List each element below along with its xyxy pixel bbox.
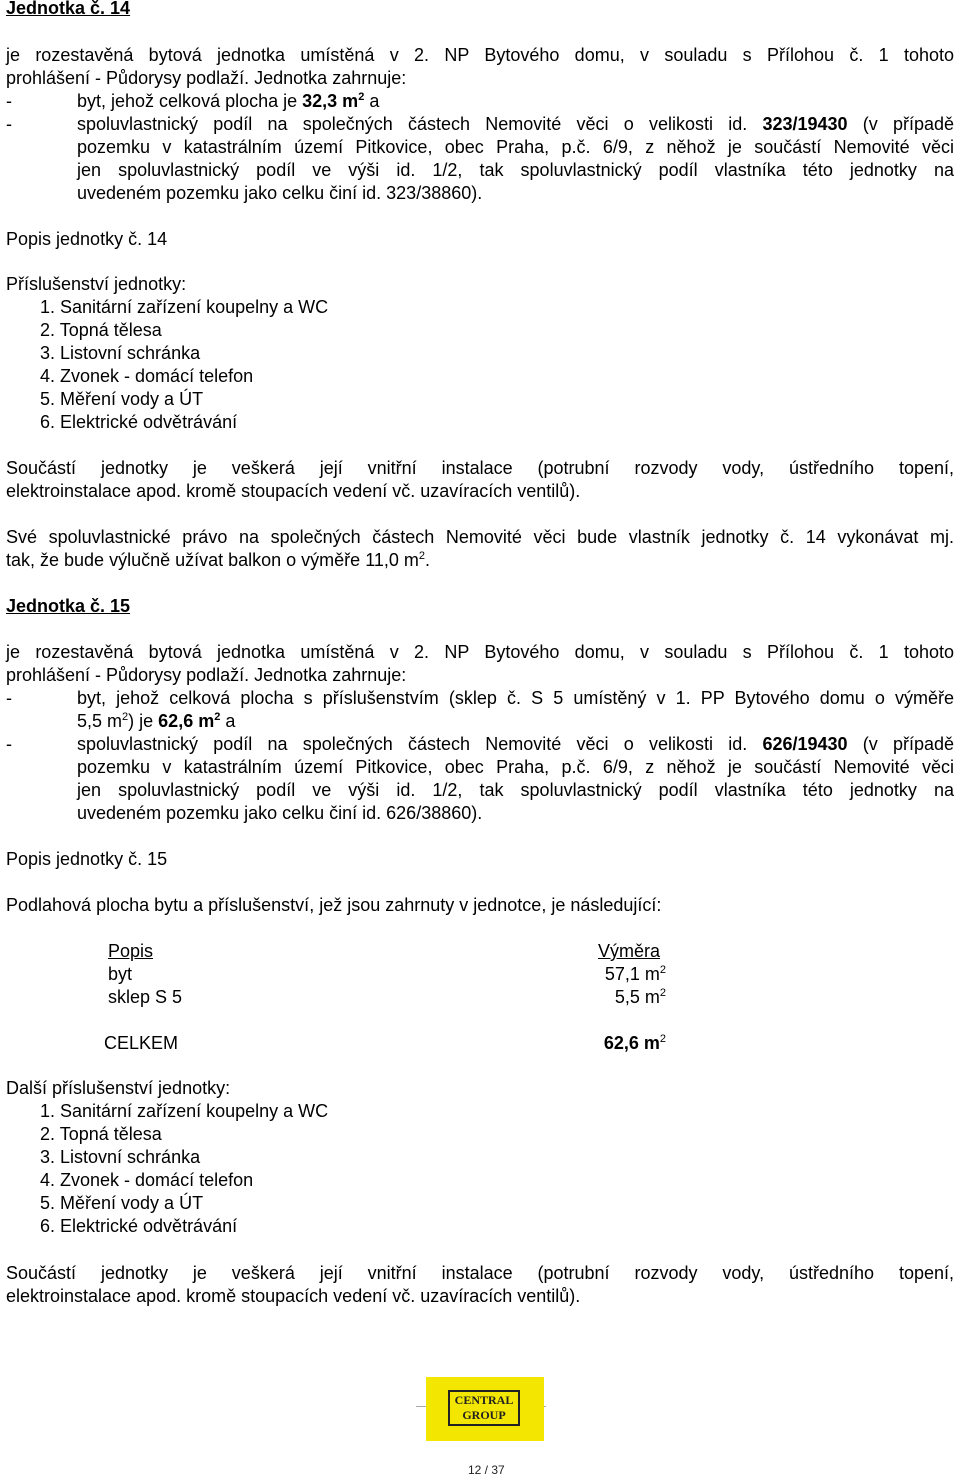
area-table-total-label: CELKEM (104, 1033, 179, 1053)
unit15-accessory-item: 6. Elektrické odvětrávání (40, 1216, 238, 1236)
unit14-item2-line2: pozemku v katastrálním území Pitkovice, obec Praha, p.č. 6/9, z něhož je součástí Nemovité věci (77, 137, 954, 157)
unit15-item2-line1: spoluvlastnický podíl na společných částech Nemovité věci o velikosti id. 626/19430 (v případě (77, 734, 955, 754)
unit15-accessory-item: 1. Sanitární zařízení koupelny a WC (40, 1101, 329, 1121)
unit15-accessory-item: 5. Měření vody a ÚT (40, 1193, 204, 1213)
unit14-accessory-item: 1. Sanitární zařízení koupelny a WC (40, 297, 329, 317)
unit15-item2-line3: jen spoluvlastnický podíl ve výši id. 1/2, tak spoluvlastnický podíl vlastníka této jednotky na (77, 780, 954, 800)
unit14-intro-line1: je rozestavěná bytová jednotka umístěná v 2. NP Bytového domu, v souladu s Přílohou č. 1 tohoto (6, 45, 954, 65)
unit14-accessory-item: 2. Topná tělesa (40, 320, 162, 340)
list-dash: - (6, 734, 12, 754)
unit14-item2-line4: uvedeném pozemku jako celku činí id. 323/38860). (77, 183, 483, 203)
unit15-accessory-item: 4. Zvonek - domácí telefon (40, 1170, 254, 1190)
unit14-item2-line1: spoluvlastnický podíl na společných částech Nemovité věci o velikosti id. 323/19430 (v případě (77, 114, 955, 134)
unit15-item1-line1: byt, jehož celková plocha s příslušenstvím (sklep č. S 5 umístěný v 1. PP Bytového domu o výměře (77, 688, 954, 708)
unit14-accessories-title: Příslušenství jednotky: (6, 274, 187, 294)
unit15-intro-line2: prohlášení - Půdorysy podlaží. Jednotka zahrnuje: (6, 665, 407, 685)
unit15-item2-line2: pozemku v katastrálním území Pitkovice, obec Praha, p.č. 6/9, z něhož je součástí Nemovité věci (77, 757, 954, 777)
unit14-heading: Jednotka č. 14 (6, 0, 131, 18)
area-table-header-vymera: Výměra (598, 941, 661, 961)
logo-box (448, 1390, 520, 1426)
unit15-item2-line4: uvedeném pozemku jako celku činí id. 626/38860). (77, 803, 483, 823)
unit14-item1: byt, jehož celková plocha je 32,3 $m^2$ a (77, 91, 380, 111)
unit15-intro-line1: je rozestavěná bytová jednotka umístěná v 2. NP Bytového domu, v souladu s Přílohou č. 1 tohoto (6, 642, 954, 662)
unit15-item1-line2: 5,5 $m^2$) je 62,6 $m^2$ a (77, 711, 236, 731)
unit15-part-line1: Součástí jednotky je veškerá její vnitřní instalace (potrubní rozvody vody, ústředního topení, (6, 1263, 954, 1283)
unit15-heading: Jednotka č. 15 (6, 596, 131, 616)
unit14-intro-line2: prohlášení - Půdorysy podlaží. Jednotka zahrnuje: (6, 68, 407, 88)
unit15-accessory-item: 3. Listovní schránka (40, 1147, 201, 1167)
list-dash: - (6, 91, 12, 111)
area-table-row-name: sklep S 5 (108, 987, 183, 1007)
unit14-item2-line3: jen spoluvlastnický podíl ve výši id. 1/2, tak spoluvlastnický podíl vlastníka této jednotky na (77, 160, 954, 180)
unit15-accessory-item: 2. Topná tělesa (40, 1124, 162, 1144)
logo-line1: CENTRAL (454, 1393, 514, 1407)
unit15-popis: Popis jednotky č. 15 (6, 849, 168, 869)
page-number: 12 / 37 (468, 1463, 505, 1477)
list-dash: - (6, 688, 12, 708)
area-table-row-value: 57,1 $m^2$ (604, 964, 666, 984)
unit15-part-line2: elektroinstalace apod. kromě stoupacích vedení vč. uzavíracích ventilů). (6, 1286, 581, 1306)
area-table-row-name: byt (108, 964, 133, 984)
unit14-accessory-item: 6. Elektrické odvětrávání (40, 412, 238, 432)
unit15-floor-intro: Podlahová plocha bytu a příslušenství, jež jsou zahrnuty v jednotce, je následující: (6, 895, 662, 915)
unit14-accessory-item: 4. Zvonek - domácí telefon (40, 366, 254, 386)
unit14-accessory-item: 5. Měření vody a ÚT (40, 389, 204, 409)
central-group-logo (426, 1377, 544, 1441)
area-table-header-popis: Popis (108, 941, 154, 961)
unit14-popis: Popis jednotky č. 14 (6, 229, 168, 249)
unit15-accessories-title: Další příslušenství jednotky: (6, 1078, 231, 1098)
unit14-part-line1: Součástí jednotky je veškerá její vnitřní instalace (potrubní rozvody vody, ústředního topení, (6, 458, 954, 478)
unit14-right-line2: tak, že bude výlučně užívat balkon o výměře 11,0 $m^2$. (6, 550, 431, 570)
unit14-right-line1: Své spoluvlastnické právo na společných částech Nemovité věci bude vlastník jednotky č. 14 vykonávat mj. (6, 527, 954, 547)
area-table-row-value: 5,5 $m^2$ (614, 987, 666, 1007)
list-dash: - (6, 114, 12, 134)
unit14-accessory-item: 3. Listovní schránka (40, 343, 201, 363)
unit14-part-line2: elektroinstalace apod. kromě stoupacích vedení vč. uzavíracích ventilů). (6, 481, 581, 501)
logo-line2: GROUP (462, 1408, 506, 1422)
area-table-total-value: 62,6 $m^2$ (603, 1033, 666, 1053)
